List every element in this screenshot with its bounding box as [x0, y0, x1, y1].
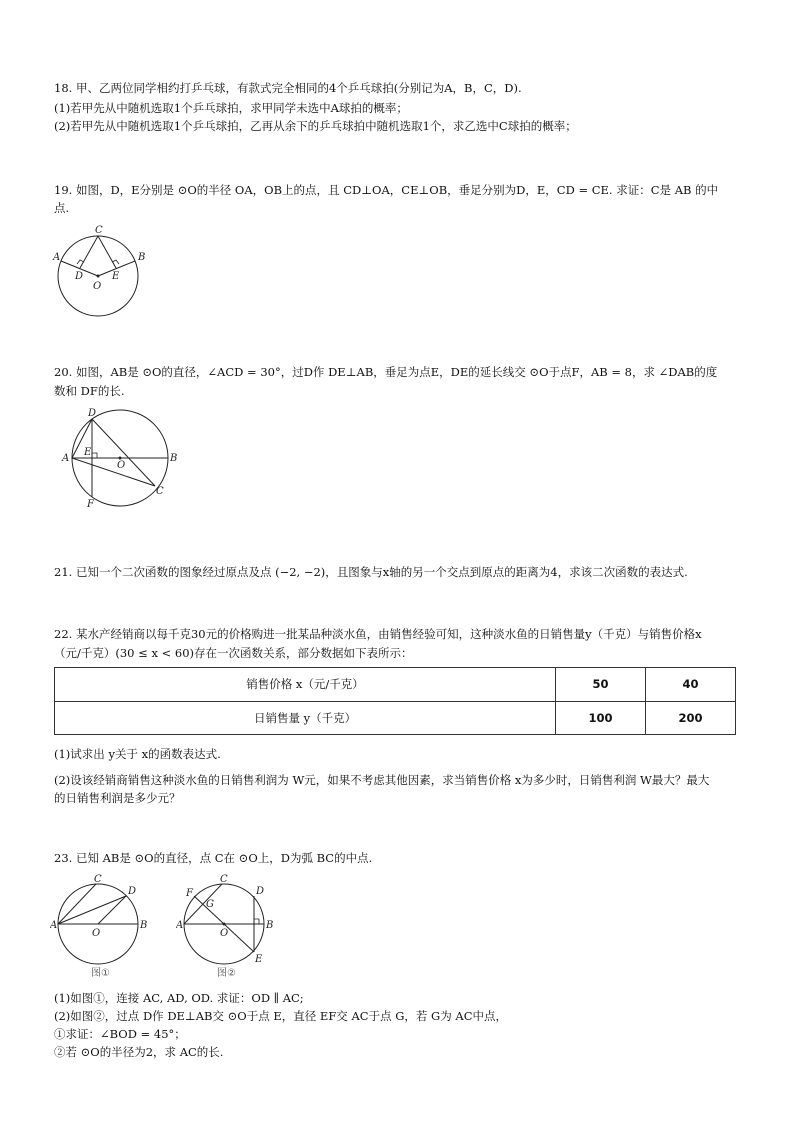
q20-label-f: F — [87, 499, 94, 510]
table-cell-value: 100 — [556, 701, 646, 735]
q23-part2-ii: ②若 ⊙O的半径为2，求 AC的长. — [54, 1045, 224, 1059]
q23-figure-2 — [176, 870, 286, 982]
q23-fig2-label-d: D — [256, 886, 265, 897]
table-cell-value: 50 — [556, 668, 646, 702]
q19-label-b: B — [138, 252, 146, 263]
q22-part2: (2)设该经销商销售这种淡水鱼的日销售利润为 W元，如果不考虑其他因素，求当销售价格 x为多少时，日销售利润 W最大？最大 — [54, 773, 710, 787]
q23-fig2-label-o: O — [220, 928, 229, 939]
q23-fig1-label-o: O — [92, 928, 101, 939]
q20-label-o: O — [117, 460, 126, 471]
q18-part2: (2)若甲先从中随机选取1个乒乓球拍，乙再从余下的乒乓球拍中随机选取1个，求乙选中C球拍的概率； — [54, 119, 577, 133]
q19-label-a: A — [53, 252, 61, 263]
table-row — [55, 701, 736, 735]
q19-stem: 19. 如图，D，E分别是 ⊙O的半径 OA，OB上的点，且 CD⊥OA，CE⊥OB，垂足分别为D，E，CD = CE. 求证：C是 AB 的中 — [54, 183, 719, 197]
table-cell-label: 日销售量 y（千克） — [55, 701, 556, 735]
q23-fig2-label-f: F — [186, 888, 193, 899]
q23-fig1-label-b: B — [140, 920, 148, 931]
q20-label-b: B — [170, 453, 178, 464]
q18-part1: (1)若甲先从中随机选取1个乒乓球拍，求甲同学未选中A球拍的概率； — [54, 101, 408, 115]
q23-part2-i: ①求证：∠BOD = 45°； — [54, 1027, 186, 1041]
q23-part2: (2)如图②，过点 D作 DE⊥AB交 ⊙O于点 E，直径 EF交 AC于点 G，若 G为 AC中点， — [54, 1009, 508, 1023]
q23-fig2-label-a: A — [176, 920, 184, 931]
q19-label-o: O — [93, 281, 102, 292]
q23-fig2-label-c: C — [220, 874, 228, 885]
q20-label-c: C — [156, 486, 164, 497]
q22-stem: 22. 某水产经销商以每千克30元的价格购进一批某品种淡水鱼，由销售经验可知，这种淡水鱼的日销售量y（千克）与销售价格x — [54, 627, 702, 641]
table-cell-label: 销售价格 x（元/千克） — [55, 668, 556, 702]
q18-stem: 18. 甲、乙两位同学相约打乒乓球，有款式完全相同的4个乒乓球拍(分别记为A，B，C，D). — [54, 81, 522, 95]
q23-fig1-label-a: A — [50, 920, 58, 931]
q20-stem: 20. 如图，AB是 ⊙O的直径，∠ACD = 30°，过D作 DE⊥AB，垂足为点E，DE的延长线交 ⊙O于点F，AB = 8，求 ∠DAB的度 — [54, 365, 718, 379]
q20-label-a: A — [62, 453, 70, 464]
q19-stem-cont: 点. — [54, 201, 70, 215]
q21-stem: 21. 已知一个二次函数的图象经过原点及点 (−2, −2)，且图象与x轴的另一个交点到原点的距离为4，求该二次函数的表达式. — [54, 565, 688, 579]
q20-stem-cont: 数和 DF的长. — [54, 384, 125, 398]
q23-figure-1 — [50, 870, 160, 982]
q19-label-c: C — [95, 225, 103, 236]
q22-part1: (1)试求出 y关于 x的函数表达式. — [54, 747, 221, 761]
q23-fig2-label-e: E — [255, 954, 263, 965]
q19-figure — [50, 222, 150, 322]
q22-table — [54, 667, 736, 735]
table-cell-value: 200 — [646, 701, 736, 735]
q23-fig2-label-b: B — [266, 920, 274, 931]
q23-stem: 23. 已知 AB是 ⊙O的直径，点 C在 ⊙O上，D为弧 BC的中点. — [54, 851, 373, 865]
q19-label-d: D — [75, 271, 84, 282]
table-row — [55, 668, 736, 702]
q23-fig1-caption: 图① — [91, 968, 110, 979]
q20-label-e: E — [84, 447, 92, 458]
q23-part1: (1)如图①，连接 AC, AD, OD. 求证：OD ∥ AC; — [54, 991, 304, 1005]
table-cell-value: 40 — [646, 668, 736, 702]
q19-label-e: E — [112, 271, 120, 282]
q22-part2-cont: 的日销售利润是多少元？ — [54, 791, 181, 805]
q23-fig1-label-c: C — [94, 874, 102, 885]
q23-fig2-label-g: G — [206, 899, 214, 910]
q23-fig2-caption: 图② — [217, 968, 236, 979]
q23-fig1-label-d: D — [128, 886, 137, 897]
q20-figure — [58, 404, 178, 514]
q22-stem-cont: （元/千克）(30 ≤ x < 60)存在一次函数关系，部分数据如下表所示： — [54, 646, 413, 660]
q20-label-d: D — [88, 408, 97, 419]
